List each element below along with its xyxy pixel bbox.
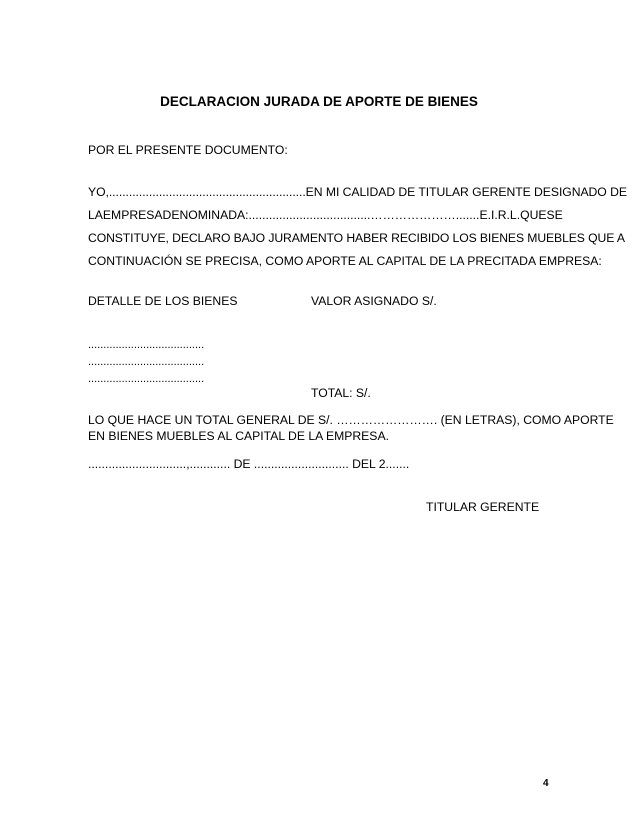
company-name-blank: ....................................…………………....... bbox=[248, 208, 480, 222]
assets-detail-header: DETALLE DE LOS BIENES bbox=[88, 294, 238, 308]
total-label: TOTAL: S/. bbox=[311, 386, 371, 400]
word: DENOMINADA: bbox=[162, 208, 249, 222]
paragraph1-line1: YO,...........................................................EN MI CALIDAD DE TITULAR GERENTE DESIGNADO DE bbox=[88, 185, 627, 199]
intro-text: POR EL PRESENTE DOCUMENTO: bbox=[88, 143, 288, 157]
asset-item-1: ...................................... bbox=[88, 339, 205, 351]
word: EMPRESA bbox=[102, 208, 163, 222]
paragraph2-line1: LO QUE HACE UN TOTAL GENERAL DE S/. ……………………. (EN LETRAS), COMO APORTE bbox=[88, 413, 614, 427]
asset-item-2: ...................................... bbox=[88, 356, 205, 368]
asset-item-3: ...................................... bbox=[88, 373, 205, 385]
word: LA bbox=[88, 208, 103, 222]
date-line: .............................,............ DE ............................ DEL 2....... bbox=[88, 457, 410, 471]
assets-value-header: VALOR ASIGNADO S/. bbox=[311, 294, 437, 308]
paragraph1-line2 bbox=[88, 208, 563, 222]
signature-label: TITULAR GERENTE bbox=[426, 500, 540, 514]
document-title: DECLARACION JURADA DE APORTE DE BIENES bbox=[160, 94, 478, 109]
page-number: 4 bbox=[543, 778, 549, 789]
paragraph2-line2: EN BIENES MUEBLES AL CAPITAL DE LA EMPRESA. bbox=[88, 429, 389, 443]
word: SE bbox=[546, 208, 563, 222]
word: E.I.R.L. bbox=[479, 208, 521, 222]
paragraph1-line3: CONSTITUYE, DECLARO BAJO JURAMENTO HABER RECIBIDO LOS BIENES MUEBLES QUE A bbox=[88, 231, 625, 245]
paragraph1-line4: CONTINUACIÓN SE PRECISA, COMO APORTE AL CAPITAL DE LA PRECITADA EMPRESA: bbox=[88, 254, 602, 268]
word: QUE bbox=[520, 208, 547, 222]
